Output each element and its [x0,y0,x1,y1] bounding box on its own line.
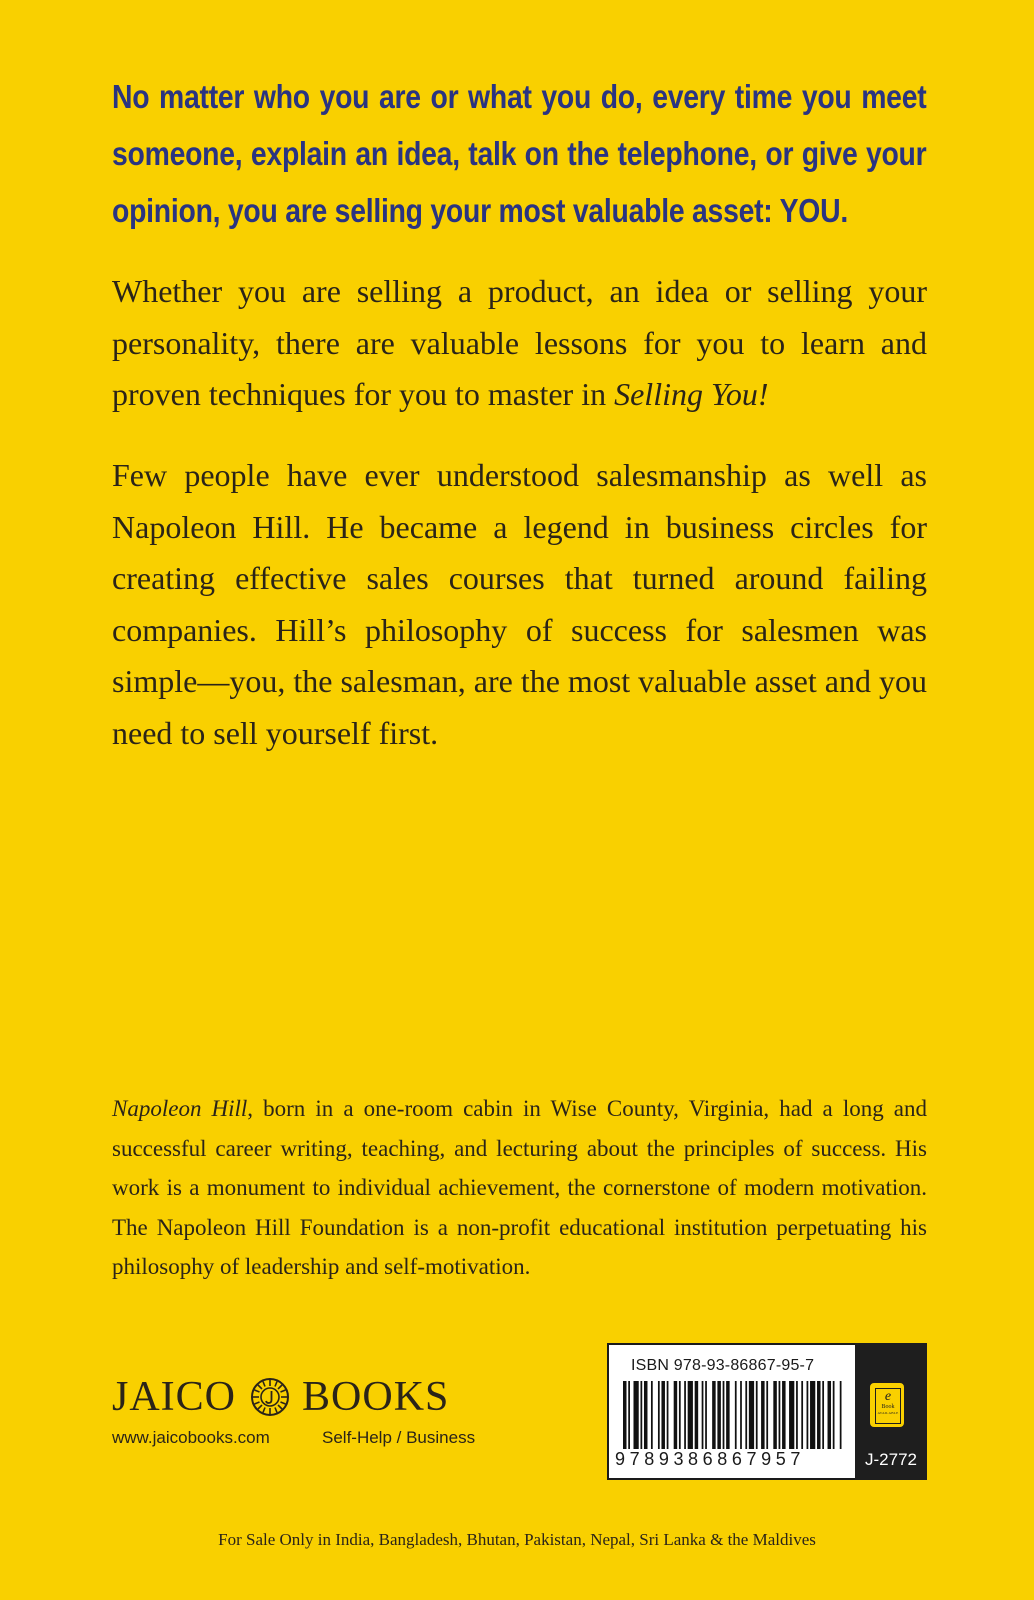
author-name: Napoleon Hill [112,1096,248,1121]
barcode-bar [779,1381,781,1455]
barcode-bar [740,1381,742,1455]
barcode-bar [661,1381,665,1455]
barcode-bar [705,1381,707,1455]
ebook-book-word: Book [881,1404,895,1410]
barcode-bar [658,1381,660,1455]
barcode-bar [679,1381,681,1455]
barcode-bar [735,1381,737,1455]
barcode-bar [667,1381,669,1455]
description-paragraph-1-text: Whether you are selling a product, an idea or selling your personality, there are valuable lessons for you to learn and proven techniques for you to master in [112,273,927,412]
barcode-bar [773,1381,777,1455]
barcode-bar [833,1381,835,1455]
barcode-bar [761,1381,765,1455]
isbn-label: ISBN 978-93-86867-95-7 [631,1357,815,1374]
barcode-bar [782,1381,786,1455]
publisher-name-left: JAICO [112,1374,237,1420]
sale-territory-notice: For Sale Only in India, Bangladesh, Bhutan, Pakistan, Nepal, Sri Lanka & the Maldives [218,1530,816,1549]
ebook-e-letter: e [884,1389,892,1404]
barcode-bar [717,1381,721,1455]
catalog-code: J-2772 [865,1450,917,1469]
barcode-bar [651,1381,653,1455]
barcode-bar [828,1381,832,1455]
book-title-italic: Selling You! [614,376,769,412]
jaico-emblem-icon [250,1377,290,1417]
lead-statement: No matter who you are or what you do, every time you meet someone, explain an idea, talk on the telephone, or give your opinion, you are selling your most valuable asset: YOU. [112,78,927,229]
barcode-bar [789,1381,794,1455]
barcode-bar [801,1381,803,1455]
publisher-name-right: BOOKS [302,1374,450,1420]
author-bio-text: , born in a one-room cabin in Wise County, Virginia, had a long and successful career writing, teaching, and lecturing about the principles of success. His work is a monument to individual achievement, the cornerstone of modern motivation. The Napoleon Hill Foundation is a non-profit educational institution perpetuating his philosophy of leadership and self-motivation. [112,1096,927,1280]
barcode-bar [695,1381,699,1455]
barcode-bar [817,1381,821,1455]
barcode-bar [712,1381,716,1455]
ebook-available-icon [870,1383,904,1427]
ebook-side-panel [855,1343,927,1480]
barcode-bar [745,1381,747,1455]
description-paragraph-2: Few people have ever understood salesmanship as well as Napoleon Hill. He became a legend in business circles for creating effective sales courses that turned around failing companies. Hill’s philosophy of success for salesmen was simple—you, the salesman, are the most valuable asset and you need to sell yourself first. [112,457,927,751]
publisher-logo [112,1374,449,1420]
description-paragraph-1 [112,266,927,421]
barcode-bars [623,1381,845,1455]
barcode-bar [623,1381,627,1455]
barcode-panel [607,1343,855,1480]
barcode-bar [633,1381,638,1455]
barcode-bar [840,1381,842,1455]
author-bio [112,1089,927,1287]
barcode-bar [756,1381,758,1455]
barcode-bar [723,1381,725,1455]
barcode-bar [726,1381,730,1455]
barcode-bar [749,1381,754,1455]
barcode-bar [807,1381,809,1455]
barcode-bar [796,1381,798,1455]
barcode-bar [644,1381,648,1455]
barcode-bar [628,1381,630,1455]
barcode-bar [640,1381,642,1455]
barcode-bar [766,1381,768,1455]
barcode-bar [684,1381,686,1455]
barcode-bar [822,1381,824,1455]
barcode-bar [674,1381,678,1455]
ebook-available-word: AVAILABLE [877,1411,899,1415]
publisher-website: www.jaicobooks.com [112,1428,270,1447]
book-category: Self-Help / Business [322,1428,476,1447]
barcode-bar [810,1381,815,1455]
barcode-bar [702,1381,704,1455]
barcode-digits: 9789386867957 [615,1449,851,1470]
barcode-bar [688,1381,693,1455]
